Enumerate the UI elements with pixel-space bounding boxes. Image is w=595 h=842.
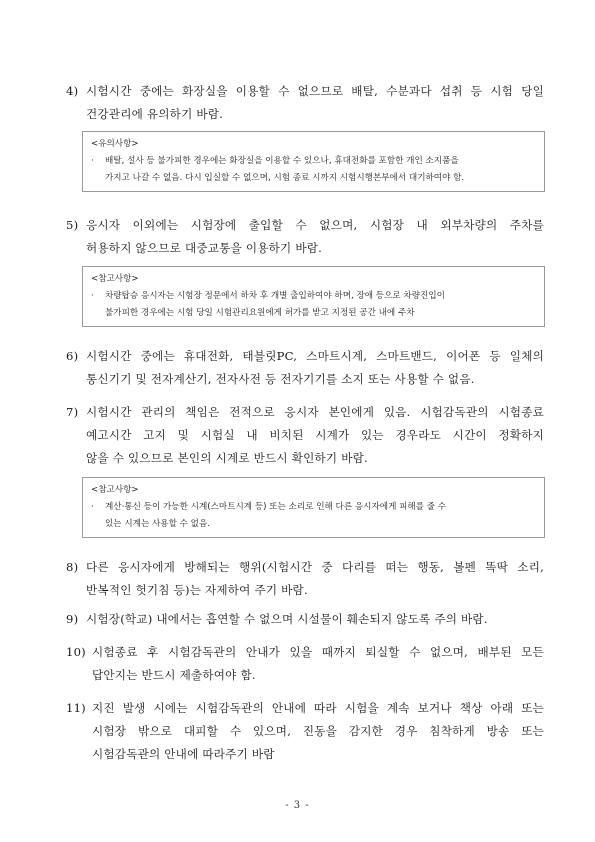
note-text-line: 가지고 나갈 수 없음. 다시 입실할 수 없으며, 시험 종료 시까지 시험시행본부에서 대기하여야 함. xyxy=(105,173,465,183)
item-text-line: 예고시간 고지 및 시험실 내 비치된 시계가 있는 경우라도 시간이 정확하지 xyxy=(86,428,544,442)
page-number: - 3 - xyxy=(285,800,310,811)
caution-note-box xyxy=(82,131,545,192)
item-number: 5) xyxy=(66,218,79,232)
reference-note-box xyxy=(82,266,545,327)
item-text-line: 시험시간 중에는 휴대전화, 태블릿PC, 스마트시계, 스마트밴드, 이어폰 등 일체의 xyxy=(86,349,544,363)
notice-item-6 xyxy=(66,345,544,391)
notice-item-5 xyxy=(66,214,544,260)
item-text-line: 않을 수 있으므로 본인의 시계로 반드시 확인하기 바람. xyxy=(86,451,368,465)
notice-item-7 xyxy=(66,401,544,470)
note-text-line: 차량탑승 응시자는 시험장 정문에서 하차 후 개별 출입하여야 하며, 장애 등으로 차량진입이 xyxy=(105,291,445,301)
item-text-line: 시험장 밖으로 대피할 수 있으며, 진동을 감지한 경우 침착하게 방송 또는 xyxy=(92,724,544,738)
item-text-line: 시험장(학교) 내에서는 흡연할 수 없으며 시설물이 훼손되지 않도록 주의 바람. xyxy=(86,612,488,626)
item-text-line: 건강관리에 유의하기 바람. xyxy=(86,107,224,121)
notice-item-10 xyxy=(66,641,544,687)
notice-item-4 xyxy=(66,80,544,126)
item-number: 9) xyxy=(66,612,79,626)
notice-item-8 xyxy=(66,556,544,602)
notice-item-11 xyxy=(66,697,544,766)
item-text-line: 응시자 이외에는 시험장에 출입할 수 없으며, 시험장 내 외부차량의 주차를 xyxy=(86,218,544,232)
note-text-line: 불가피한 경우에는 시험 당일 시험관리요원에게 허가를 받고 지정된 공간 내에 주차 xyxy=(105,308,415,318)
item-number: 7) xyxy=(66,405,79,419)
note-title: <유의사항> xyxy=(91,139,139,149)
item-text-line: 답안지는 반드시 제출하여야 함. xyxy=(92,668,256,682)
item-text-line: 통신기기 및 전자계산기, 전자사전 등 전자기기를 소지 또는 사용할 수 없음. xyxy=(86,372,475,386)
item-text-line: 시험시간 관리의 책임은 전적으로 응시자 본인에게 있음. 시험감독관의 시험종료 xyxy=(86,405,544,419)
item-number: 4) xyxy=(66,84,79,98)
item-number: 11) xyxy=(66,701,86,715)
note-text-line: 있는 시계는 사용할 수 없음. xyxy=(105,519,210,529)
note-text-line: 계산·통신 등이 가능한 시계(스마트시계 등) 또는 소리로 인해 다른 응시자에게 피해를 줄 수 xyxy=(105,502,447,512)
item-number: 6) xyxy=(66,349,79,363)
bullet-icon: · xyxy=(91,502,94,512)
note-title: <참고사항> xyxy=(91,274,139,284)
item-text-line: 허용하지 않으므로 대중교통을 이용하기 바람. xyxy=(86,241,323,255)
item-text-line: 시험감독관의 안내에 따라주기 바람 xyxy=(92,747,275,761)
item-text-line: 시험시간 중에는 화장실을 이용할 수 없으므로 배탈, 수분과다 섭취 등 시험 당일 xyxy=(86,84,544,98)
bullet-icon: · xyxy=(91,156,94,166)
note-text-line: 배탈, 설사 등 불가피한 경우에는 화장실을 이용할 수 있으나, 휴대전화를 포함한 개인 소지품을 xyxy=(105,156,459,166)
item-text-line: 다른 응시자에게 방해되는 행위(시험시간 중 다리를 떠는 행동, 볼펜 똑딱 소리, xyxy=(86,560,544,574)
bullet-icon: · xyxy=(91,291,94,301)
item-text-line: 시험종료 후 시험감독관의 안내가 있을 때까지 퇴실할 수 없으며, 배부된 모든 xyxy=(92,645,544,659)
notice-item-9 xyxy=(66,608,544,631)
item-text-line: 반복적인 헛기침 등)는 자제하여 주기 바람. xyxy=(86,583,308,597)
reference-note-box xyxy=(82,477,545,538)
note-title: <참고사항> xyxy=(91,485,139,495)
item-text-line: 지진 발생 시에는 시험감독관의 안내에 따라 시험을 계속 보거나 책상 아래 또는 xyxy=(92,701,544,715)
item-number: 10) xyxy=(66,645,86,659)
item-number: 8) xyxy=(66,560,79,574)
